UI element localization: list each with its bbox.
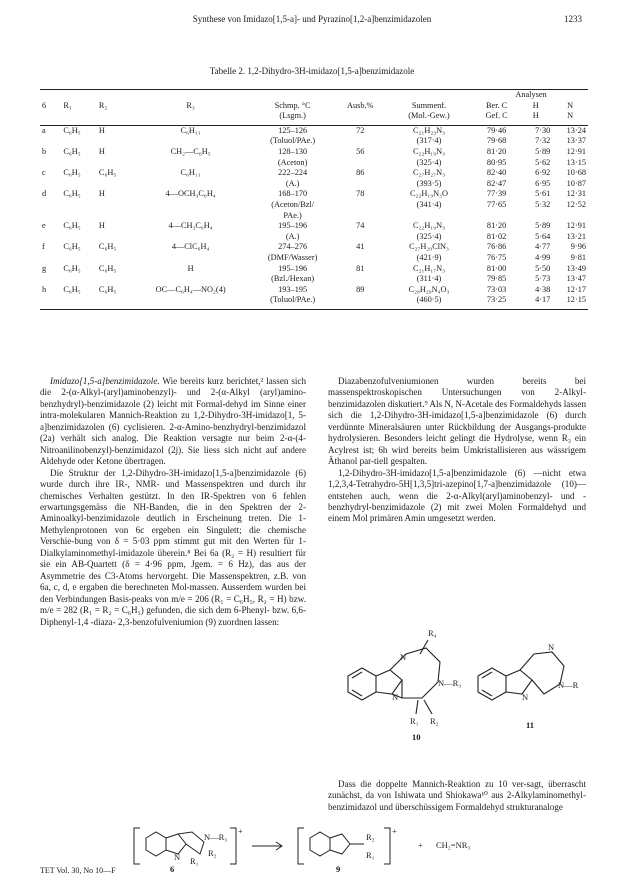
s10-n2: N bbox=[392, 692, 399, 702]
cell-r2: H bbox=[98, 125, 105, 135]
cell-h-calc: 5·89 bbox=[535, 146, 551, 156]
cell-n-found: 13·21 bbox=[566, 231, 586, 241]
cell-empty bbox=[337, 136, 384, 147]
table-row bbox=[40, 211, 588, 222]
table-row bbox=[40, 221, 588, 232]
s10-r1: R₁ bbox=[410, 716, 419, 726]
table-row bbox=[40, 274, 588, 285]
reaction-scheme bbox=[120, 826, 560, 866]
cell-n-found: 13·47 bbox=[566, 274, 586, 284]
cell-solvent: (Aceton) bbox=[277, 157, 308, 167]
table-header-row bbox=[40, 101, 588, 112]
scheme-r1b: R₁ bbox=[366, 850, 375, 860]
cell-empty bbox=[337, 274, 384, 285]
cell-empty bbox=[133, 179, 249, 190]
cell-c-found: 73·25 bbox=[486, 295, 507, 305]
cell-empty bbox=[61, 274, 97, 285]
s10-r2: R₂ bbox=[430, 716, 439, 726]
cell-formula: C₂₇H₂₇N₃ bbox=[413, 168, 445, 178]
table-row bbox=[40, 147, 588, 158]
scheme-r2: R₂ bbox=[208, 848, 217, 858]
s10-n1: N bbox=[400, 652, 407, 662]
cell-id: c bbox=[42, 168, 46, 178]
cell-n-calc: 9·96 bbox=[570, 242, 586, 252]
cell-solvent: (Toluol/PAe.) bbox=[270, 295, 316, 305]
cell-r2: H bbox=[98, 189, 105, 199]
table-caption: Tabelle 2. 1,2-Dihydro-3H-imidazo[1,5-a]benzimidazole bbox=[209, 66, 415, 76]
cell-formula: C₂₂H₁₉N₃ bbox=[413, 221, 445, 231]
benzene-ring bbox=[348, 668, 376, 700]
s10-r4: R₄ bbox=[428, 628, 437, 638]
cell-h-found: 7·32 bbox=[535, 136, 551, 146]
cell-id: h bbox=[42, 284, 47, 294]
cell-mw: (325·4) bbox=[416, 157, 442, 167]
label-9: 9 bbox=[336, 864, 341, 874]
cell-empty bbox=[40, 274, 61, 285]
cell-r2: H bbox=[98, 221, 105, 231]
col-gef: Gef. C bbox=[485, 111, 508, 121]
cell-n-calc: 12·31 bbox=[566, 189, 586, 199]
cell-h-calc: 5·61 bbox=[535, 189, 551, 199]
paragraph: Die Struktur der 1,2-Dihydro-3H-imidazo[1,5-a]benzimidazole (6) wurde durch ihre IR-, NMR- und Massenspektren und durch ihr chemisches Verhalten gestützt. In den IR-Spektren von 6 fehlen erwartungsgemäss die NH-Banden, die in den Spektren der 2-Aminoalkyl-benzimidazole deutlich in Erscheinung treten. Die 1-Methylenprotonen von 6c ergeben ein Singulett; die chemische Verschie-bung von δ = 5·03 ppm stimmt gut mit den Werten für 1-Dialkylaminomethyl-imidazole überein.⁸ Bei 6a (R₂ = H) resultiert für sie ein AB-Quartett (δ = 4·96 ppm, Jgem. = 6 Hz), das aus der Asymmetrie des C3-Atoms hervorgeht. Die Massenspektren, z.B. von 6a, c, d, e ergaben die berechneten Mol-massen. Ausserdem wurden bei den Verbindungen Basis-peaks von m/e = 206 (R₁ = C₆H₅, R₂ = H) bzw. m/e = 282 (R₁ = R₂ = C₆H₅) gefunden, die sich dem 6-Phenyl- bzw. 6,6-Diphenyl-1,4 -diaza- 2,3-benzofulveniumion (9) zuordnen lassen: bbox=[40, 467, 306, 627]
cell-mp: 195–196 bbox=[278, 221, 308, 231]
section-title: Imidazo[1,5-a]benzimidazole. bbox=[50, 376, 160, 386]
scheme-charge-2: + bbox=[392, 826, 397, 836]
cell-r3: CH₂—C₆H₅ bbox=[170, 146, 211, 156]
cell-mp: 222–224 bbox=[278, 168, 308, 178]
col-formula: Summenf. bbox=[411, 100, 447, 110]
col-num: 6 bbox=[42, 100, 47, 110]
cell-c-calc: 77·39 bbox=[486, 189, 507, 199]
cell-mw: (341·4) bbox=[416, 199, 442, 209]
col-r1: R₁ bbox=[63, 100, 72, 110]
cell-solvent-2: PAe.) bbox=[283, 210, 302, 220]
cell-mp: 128–130 bbox=[278, 146, 308, 156]
cell-empty bbox=[337, 211, 384, 222]
cell-yield: 74 bbox=[356, 221, 365, 231]
cell-r3: 4—OCH₃C₆H₄ bbox=[165, 189, 216, 199]
cell-h-found: 5·32 bbox=[535, 199, 551, 209]
cell-c-found: 81·02 bbox=[486, 231, 507, 241]
left-column bbox=[40, 376, 306, 628]
cell-r1: C₆H₅ bbox=[63, 146, 81, 156]
cell-empty bbox=[61, 200, 97, 211]
table-row bbox=[40, 242, 588, 253]
cell-mp: 195–196 bbox=[278, 263, 308, 273]
cell-r3: OC—C₆H₄—NO₂(4) bbox=[155, 284, 226, 294]
col-r3: R₃ bbox=[186, 100, 195, 110]
cell-empty bbox=[40, 200, 61, 211]
col-formula-sub: (Mol.-Gew.) bbox=[408, 111, 450, 121]
cell-mw: (325·4) bbox=[416, 231, 442, 241]
table-row bbox=[40, 179, 588, 190]
cell-r3: 4—CH₃C₆H₄ bbox=[168, 221, 213, 231]
col-h: H bbox=[532, 100, 539, 110]
paragraph-text: Wie bereits kurz berichtet,² lassen sich die 2-(α-Alkyl-(aryl)aminobenzyl)- und 2-(α-Alkyl (aryl)amino-benzhydryl)-benzimidazole (2) leicht mit Formal-dehyd im Sinne einer intra-molekularen Mannich-Reaktion zu 1,2-Dihydro-3H-imidazo[1, 5-a]benzimidazolen (6) cyclisieren. 2-α-Amino-benzhydryl-benzimidazol (2a) verhält sich analog. Die Reaktion versagte nur beim 2-α-(4-Nitroanilinobenzyl)-benzimidazol (2j). Sie liess sich nicht auf andere Aldehyde oder Ketone übertragen. bbox=[40, 376, 306, 467]
structures-10-11 bbox=[328, 614, 586, 770]
cell-r3: 4—ClC₆H₄ bbox=[171, 242, 210, 252]
cell-c-found: 79·85 bbox=[486, 274, 507, 284]
s11-r: N—R bbox=[558, 680, 579, 690]
page-number: 1233 bbox=[564, 14, 582, 24]
cell-empty bbox=[40, 136, 61, 147]
cell-empty bbox=[133, 211, 249, 222]
cell-n-calc: 10·68 bbox=[566, 168, 586, 178]
cell-empty bbox=[384, 211, 474, 222]
cell-c-calc: 82·40 bbox=[486, 168, 507, 178]
table-row bbox=[40, 158, 588, 169]
cell-c-calc: 81·00 bbox=[486, 263, 507, 273]
cell-h-calc: 6·92 bbox=[535, 168, 551, 178]
cell-n-found: 12·15 bbox=[566, 295, 586, 305]
cell-c-calc: 79·46 bbox=[486, 125, 507, 135]
paragraph: 1,2-Dihydro-3H-imidazo[1,5-a]benzimidazole (6) —nicht etwa 1,2,3,4-Tetrahydro-5H[1,3,5]tri-azepino[1,7-a]benzimidazole (10)—entstehen auch, wenn die 2-α-Alkyl(aryl)aminobenzyl- und -benzhydryl-benzimidazole (2) mit zwei Molen Formaldehyd und einem Mol primären Amin umgesetzt werden. bbox=[328, 467, 586, 524]
col-ber: Ber. C bbox=[486, 100, 508, 110]
cell-empty bbox=[133, 158, 249, 169]
cell-yield: 56 bbox=[356, 146, 365, 156]
cell-empty bbox=[337, 253, 384, 264]
cell-empty bbox=[133, 136, 249, 147]
scheme-r1: R₁ bbox=[190, 856, 199, 866]
cell-r3: H bbox=[187, 263, 194, 273]
col-n: N bbox=[567, 100, 574, 110]
cell-c-found: 76·75 bbox=[486, 252, 507, 262]
cell-id: d bbox=[42, 189, 47, 199]
cell-n-calc: 12·17 bbox=[566, 284, 586, 294]
cell-empty bbox=[40, 179, 61, 190]
cell-r3: C₆H₁₁ bbox=[180, 168, 201, 178]
cell-r1: C₆H₅ bbox=[63, 284, 81, 294]
cell-mp: 168–170 bbox=[278, 189, 308, 199]
cell-c-calc: 73·03 bbox=[486, 284, 507, 294]
col-mp-sub: (Lsgm.) bbox=[279, 111, 306, 121]
cell-empty bbox=[337, 179, 384, 190]
cell-mw: (460·5) bbox=[416, 295, 442, 305]
cell-yield: 41 bbox=[356, 242, 365, 252]
data-table bbox=[40, 86, 588, 310]
cell-empty bbox=[337, 158, 384, 169]
cell-yield: 89 bbox=[356, 284, 365, 294]
cell-yield: 81 bbox=[356, 263, 365, 273]
cell-formula: C₂₂H₁₉N₃O bbox=[410, 189, 448, 199]
cell-id: b bbox=[42, 146, 47, 156]
cell-empty bbox=[61, 136, 97, 147]
cell-empty bbox=[133, 274, 249, 285]
cell-r1: C₆H₅ bbox=[63, 125, 81, 135]
table-row bbox=[40, 253, 588, 264]
cell-solvent: (Bzl./Hexan) bbox=[271, 274, 315, 284]
cell-r2: H bbox=[98, 146, 105, 156]
cell-id: e bbox=[42, 221, 46, 231]
cell-h-found: 6·95 bbox=[535, 178, 551, 188]
table-row bbox=[40, 136, 588, 147]
table-row bbox=[40, 200, 588, 211]
cell-empty bbox=[97, 136, 133, 147]
cell-h-calc: 5·50 bbox=[535, 263, 551, 273]
scheme-r3: N—R₃ bbox=[204, 832, 228, 842]
cell-c-found: 80·95 bbox=[486, 157, 507, 167]
cell-empty bbox=[474, 211, 519, 222]
cell-h-found: 5·64 bbox=[535, 231, 551, 241]
scheme-r2b: R₂ bbox=[366, 832, 375, 842]
cell-empty bbox=[61, 295, 97, 306]
cell-mw: (317·4) bbox=[416, 136, 442, 146]
cell-n-found: 9·81 bbox=[570, 252, 586, 262]
table-row bbox=[40, 189, 588, 200]
cell-h-found: 5·62 bbox=[535, 157, 551, 167]
cell-r1: C₆H₅ bbox=[63, 221, 81, 231]
cell-yield: 86 bbox=[356, 168, 365, 178]
cell-empty bbox=[97, 232, 133, 243]
cell-empty bbox=[61, 211, 97, 222]
cell-c-calc: 76·86 bbox=[486, 242, 507, 252]
table-row bbox=[40, 168, 588, 179]
paragraph: Diazabenzofulveniumionen wurden bereits bei massenspektroskopischen Untersuchungen von 2-Alkyl-benzimidazolen diskutiert.⁹ Als N, N-Acetale des Formaldehyds lassen sich die 1,2-Dihydro-3H-imidazo[1,5-a]benzimidazole (6) durch verdünnte Mineralsäuren unter Rückbildung der Ausgangs-produkte hydrolysieren. Besonders leicht gelingt die Hydrolyse, wenn R₃ ein Acylrest ist; 6h wird bereits beim Umkristallisieren aus wässrigem Äthanol par-tiell gespalten. bbox=[328, 376, 586, 467]
cell-empty bbox=[97, 295, 133, 306]
running-title: Synthese von Imidazo[1,5-a]- und Pyrazino[1,2-a]benzimidazolen bbox=[192, 14, 432, 24]
s10-r3: N—R₃ bbox=[438, 678, 462, 688]
cell-empty bbox=[40, 232, 61, 243]
s10-label: 10 bbox=[412, 732, 421, 742]
cell-n-found: 12·52 bbox=[566, 199, 586, 209]
table-row bbox=[40, 232, 588, 243]
table-row bbox=[40, 295, 588, 306]
cell-empty bbox=[97, 179, 133, 190]
cell-r2: C₆H₅ bbox=[98, 284, 117, 294]
cell-solvent: (A.) bbox=[285, 231, 300, 241]
scheme-plus: + bbox=[418, 840, 423, 850]
cell-empty bbox=[61, 179, 97, 190]
cell-empty bbox=[61, 253, 97, 264]
col-mp: Schmp. °C bbox=[274, 100, 311, 110]
cell-c-calc: 81·20 bbox=[486, 221, 507, 231]
cell-h-found: 4·17 bbox=[535, 295, 551, 305]
cell-empty bbox=[337, 295, 384, 306]
cell-mw: (393·5) bbox=[416, 178, 442, 188]
cell-h-calc: 4·77 bbox=[535, 242, 551, 252]
cell-empty bbox=[133, 295, 249, 306]
cell-r2: C₆H₅ bbox=[98, 263, 117, 273]
cell-formula: C₂₁H₁₇N₃ bbox=[413, 263, 445, 273]
s11-label: 11 bbox=[526, 720, 535, 730]
s11-n2: N bbox=[522, 692, 529, 702]
cell-empty bbox=[337, 232, 384, 243]
cell-empty bbox=[40, 158, 61, 169]
scheme-ch2: CH₂=NR₃ bbox=[436, 840, 471, 850]
cell-r2: C₆H₅ bbox=[98, 168, 117, 178]
cell-id: f bbox=[42, 242, 45, 252]
cell-empty bbox=[97, 200, 133, 211]
right-column-continued bbox=[328, 779, 586, 813]
cell-empty bbox=[97, 211, 133, 222]
cell-yield: 78 bbox=[356, 189, 365, 199]
col-r2: R₂ bbox=[98, 100, 108, 110]
cell-h-calc: 5·89 bbox=[535, 221, 551, 231]
cell-h-calc: 4·38 bbox=[535, 284, 551, 294]
cell-empty bbox=[40, 253, 61, 264]
cell-formula: C₂₁H₂₃N₃ bbox=[413, 125, 445, 135]
cell-r1: C₆H₅ bbox=[63, 189, 81, 199]
cell-h-found: 5·73 bbox=[535, 274, 551, 284]
cell-empty bbox=[40, 295, 61, 306]
scheme-n: N bbox=[174, 852, 181, 862]
cell-mw: (311·4) bbox=[416, 274, 442, 284]
cell-empty bbox=[337, 200, 384, 211]
right-column bbox=[328, 376, 586, 525]
cell-n-found: 10·87 bbox=[566, 178, 586, 188]
cell-empty bbox=[133, 253, 249, 264]
cell-formula: C₂₂H₁₉N₃ bbox=[413, 146, 445, 156]
cell-n-found: 13·37 bbox=[566, 136, 586, 146]
cell-empty bbox=[40, 211, 61, 222]
cell-n-calc: 13·49 bbox=[566, 263, 586, 273]
cell-n-calc: 13·24 bbox=[566, 125, 586, 135]
cell-empty bbox=[97, 253, 133, 264]
cell-formula: C₂₈H₂₀N₄O₃ bbox=[408, 284, 450, 294]
label-6: 6 bbox=[170, 864, 175, 874]
cell-empty bbox=[61, 158, 97, 169]
cell-mp: 274–276 bbox=[278, 242, 308, 252]
cell-yield: 72 bbox=[356, 125, 365, 135]
table-row bbox=[40, 125, 588, 136]
table-row bbox=[40, 285, 588, 296]
cell-empty bbox=[97, 274, 133, 285]
cell-mw: (421·9) bbox=[416, 252, 442, 262]
col-yield: Ausb.% bbox=[346, 100, 374, 110]
s11-n1: N bbox=[548, 642, 555, 652]
cell-empty bbox=[552, 211, 588, 222]
cell-c-found: 82·47 bbox=[486, 178, 507, 188]
col-h2: H bbox=[532, 111, 539, 121]
cell-c-calc: 81·20 bbox=[486, 146, 507, 156]
cell-r3: C₆H₁₁ bbox=[180, 125, 201, 135]
analysis-header: Analysen bbox=[515, 90, 547, 99]
cell-solvent: (DMF/Wasser) bbox=[267, 252, 318, 262]
cell-r1: C₆H₅ bbox=[63, 263, 81, 273]
cell-id: g bbox=[42, 263, 47, 273]
cell-solvent: (Toluol/PAe.) bbox=[270, 136, 316, 146]
cell-n-calc: 12·91 bbox=[566, 146, 586, 156]
scheme-charge-1: + bbox=[238, 826, 243, 836]
cell-empty bbox=[97, 158, 133, 169]
cell-r1: C₆H₅ bbox=[63, 168, 81, 178]
cell-r2: C₆H₅ bbox=[98, 242, 117, 252]
cell-r1: C₆H₅ bbox=[63, 242, 81, 252]
cell-h-found: 4·99 bbox=[535, 252, 551, 262]
cell-id: a bbox=[42, 125, 46, 135]
cell-empty bbox=[61, 232, 97, 243]
cell-mp: 193–195 bbox=[278, 284, 308, 294]
cell-n-found: 13·15 bbox=[566, 157, 586, 167]
cell-n-calc: 12·91 bbox=[566, 221, 586, 231]
cell-empty bbox=[133, 232, 249, 243]
running-header bbox=[0, 14, 624, 28]
cell-solvent: (Aceton/Bzl/ bbox=[271, 199, 315, 209]
cell-empty bbox=[133, 200, 249, 211]
table-row bbox=[40, 264, 588, 275]
cell-solvent: (A.) bbox=[285, 178, 300, 188]
cell-formula: C₂₇H₂₀ClN₃ bbox=[409, 242, 449, 252]
cell-c-found: 77·65 bbox=[486, 199, 507, 209]
cell-mp: 125–126 bbox=[278, 125, 308, 135]
paragraph: Dass die doppelte Mannich-Reaktion zu 10 ver-sagt, überrascht zunächst, da von Ishiwata und Shiokawa¹⁰ aus 2-Alkylaminomethyl-benzimidazol und überschüssigem Formaldehyd strukturanaloge bbox=[328, 779, 586, 812]
cell-empty bbox=[519, 211, 552, 222]
col-n2: N bbox=[567, 111, 574, 121]
cell-c-found: 79·68 bbox=[486, 136, 507, 146]
footer: TET Vol. 30, No 10—F bbox=[40, 866, 116, 875]
paragraph bbox=[40, 376, 306, 468]
cell-h-calc: 7·30 bbox=[535, 125, 551, 135]
